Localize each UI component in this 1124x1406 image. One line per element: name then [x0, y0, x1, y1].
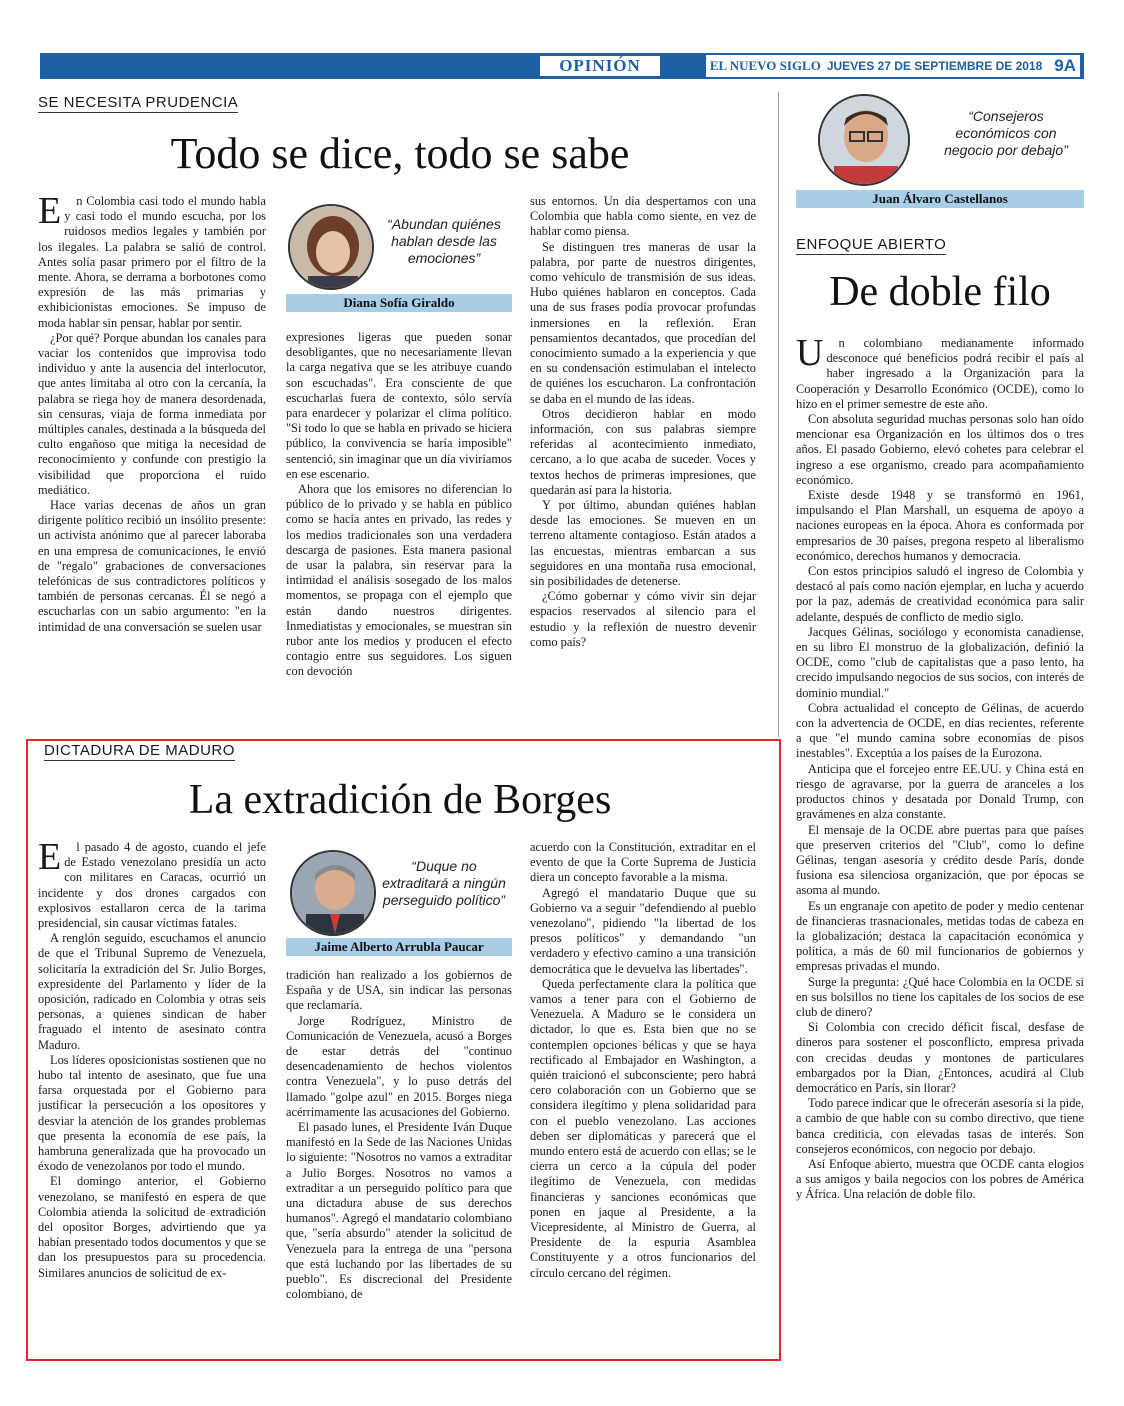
- paragraph: El domingo anterior, el Gobierno venezolano, se manifestó en espera de que Colombia atienda la solicitud de extradición del opositor Borges, advirtiendo que ya habían presentado todos documentos y que se dan los presupuestos para su procedencia. Similares anuncios de solicitud de ex-: [38, 1174, 266, 1280]
- article3-quote-box: [796, 94, 1084, 214]
- article2-column-1: [38, 840, 266, 1348]
- author-name: Juan Álvaro Castellanos: [796, 190, 1084, 208]
- paragraph: Con absoluta seguridad muchas personas solo han oído mencionar esa Organización en los últimos dos o tres años. El pasado Gobierno, elevó cohetes para celebrar el ingreso a ese organismo, creado para acompañamiento económico.: [796, 412, 1084, 487]
- paragraph: Los líderes oposicionistas sostienen que no hubo tal intento de asesinato, que fue una farsa orquestada por el Gobierno para justificar la persecución a los opositores y desviar la atención de los grandes problemas que presenta la economía de ese país, la hambruna generalizada que ha provocado un éxodo de venezolanos por todo el mundo.: [38, 1052, 266, 1174]
- article2-column-2: [286, 968, 512, 1348]
- author-photo: [818, 94, 910, 186]
- article1-kicker: SE NECESITA PRUDENCIA: [38, 94, 239, 111]
- paragraph: Un colombiano medianamente informado desconoce qué beneficios podrá recibir el país al haber ingresado a la Organización para la Cooperación y Desarrollo Económico (OCDE), como lo hizo en el primer semestre de este año.: [796, 336, 1084, 411]
- article1-column-2: [286, 330, 512, 722]
- pull-quote: “Consejeros económicos con negocio por debajo”: [944, 108, 1068, 158]
- paragraph: expresiones ligeras que pueden sonar desobligantes, que no necesariamente llevan la carga negativa que se les atribuye cuando son escuchadas". Era consciente de que escucharlas fuera de contexto, sólo servía para enardecer y polarizar el clima político. "Si todo lo que se habla en privado se hiciera público, la convivencia se haría imposible" sentenció, sin imaginar que un día viviríamos en ese escenario.: [286, 330, 512, 481]
- column-divider: [778, 92, 779, 737]
- paragraph: sus entornos. Un día despertamos con una Colombia que habla como siente, en vez de hablar como piensa.: [530, 194, 756, 239]
- article2-kicker: DICTADURA DE MADURO: [44, 742, 235, 759]
- paragraph: ¿Por qué? Porque abundan los canales para vaciar los contenidos que improvisa todo individuo y ante la ausencia del interlocutor, que antes limitaba al otro con la cercanía, la palabra se riega hoy de manera desordenada, sin censuras, viaja de forma inmediata por múltiples canales, destinada a la búsqueda del culto engañoso que mitiga la necesidad de reconocimiento y confunde con prestigio la visibilidad que proporciona el ruido mediático.: [38, 330, 266, 497]
- paragraph: Es un engranaje con apetito de poder y medio centenar de financieras trasnacionales, metidas todas de cabeza en la globalización; destaca la capacitación económica y política, a más de 60 mil funcionarios de gobiernos y empresas privadas el mundo.: [796, 898, 1084, 974]
- paragraph: Hace varias decenas de años un gran dirigente político recibió un insólito presente: un activista anónimo que al parecer laboraba en una empresa de comunicaciones, le envió de "regalo" grabaciones de conversaciones telefónicas de sus contradictores políticos y también de personas cercanas. Él se negó a escucharlas con un sabio argumento: "en la intimidad de una conversación se suelen usar: [38, 498, 266, 634]
- paragraph: Todo parece indicar que le ofrecerán asesoría si la pide, a cambio de que hable con su combo directivo, que tiene banca crediticia, con elevadas tasas de interés. Son consejeros económicos, con negocio por debajo.: [796, 1096, 1084, 1156]
- paragraph: acuerdo con la Constitución, extraditar en el evento de que la Corte Suprema de Justicia diera un concepto favorable a la misma.: [530, 840, 756, 885]
- paragraph: Agregó el mandatario Duque que su Gobierno va a seguir "defendiendo al pueblo venezolano", pidiendo "la libertad de los presos políticos" y demandando "un verdadero y efectivo camino a una transición democrática que le devuelva las libertades".: [530, 885, 756, 976]
- pull-quote: “Abundan quiénes hablan desde las emociones”: [387, 216, 501, 266]
- author-photo: [288, 204, 374, 290]
- newspaper-name: EL NUEVO SIGLO: [709, 58, 821, 73]
- issue-date: JUEVES 27 DE SEPTIEMBRE DE 2018: [826, 59, 1043, 73]
- paragraph: Ahora que los emisores no diferencian lo público de lo privado y se habla en público como se hacía antes en privado, las redes y los medios tradicionales son una verdadera descarga de pasiones. Esta manera pasional de usar la palabra, sin reservar para la intimidad el análisis sosegado de los malos momentos, se propaga con el ejemplo que están dando nuestros dirigentes. Inmediatistas y emocionales, se muestran sin rubor ante los medios y producen el efecto contagio entre sus seguidores. Los siguen con devoción: [286, 482, 512, 679]
- paragraph: El mensaje de la OCDE abre puertas para que países que preserven criterios del "Club", como lo define Gélinas, tengan asesoría y crédito desde París, donde fusiona esa silenciosa organización, que por épocas se asoma al mundo.: [796, 822, 1084, 898]
- paragraph: tradición han realizado a los gobiernos de España y de USA, sin indicar las personas que reclamaría.: [286, 968, 512, 1013]
- author-photo: [290, 850, 376, 936]
- paragraph: Queda perfectamente clara la política que vamos a tener para con el Gobierno de Venezuela. A Maduro se le considera un dictador, lo que es. Esta bien que no se contemplen opciones bélicas y que se haya rectificado al Embajador en Washington, a quién traicionó el subconsciente; pero habrá cero colaboración con un Gobierno que se considera ilegítimo y plena solidaridad para con el pueblo venezolano. Las acciones deben ser diplomáticas y parecerá que el mundo entero está de acuerdo con ellas; se le cierra un cerco a la cúpula del poder ilegítimo de Venezuela, con medidas financieras y sanciones económicas que ponen en jaque al Presidente, a la Vicepresidente, al Ministro de Guerra, al Presidente de la espuria Asamblea Constituyente y a otros funcionarios del círculo cercano del régimen.: [530, 976, 756, 1280]
- author-name: Diana Sofía Giraldo: [286, 294, 512, 312]
- paragraph: Así Enfoque abierto, muestra que OCDE canta elogios a sus amigos y baila negocios con los pobres de América y África. Una relación de doble filo.: [796, 1156, 1084, 1202]
- article3-headline: De doble filo: [829, 269, 1051, 315]
- paragraph: Se distinguen tres maneras de usar la palabra, por parte de nuestros dirigentes, como vehículo de transmisión de sus ideas. Hubo quiénes hablaron en conceptos. Cada una de sus frases podía provocar profundas inmersiones en la reflexión. Eran pensamientos decantados, que procedían del conocimiento sumado a la experiencia y que en su condensación estimulaban el intelecto de quiénes los escucharon. La confrontación se daba en el mundo de las ideas.: [530, 239, 756, 406]
- article1-column-1: [38, 194, 266, 722]
- article2-column-3: [530, 840, 756, 1348]
- pull-quote: “Duque no extraditará a ningún perseguido político”: [382, 858, 506, 908]
- paragraph: Y por último, abundan quiénes hablan desde las emociones. Se mueven en un terreno altamente contagioso. Están atados a las encuestas, mientras embarcan a sus seguidores en una montaña rusa emocional, sin posibilidades de detenerse.: [530, 498, 756, 589]
- page-number: 9A: [1054, 56, 1076, 75]
- paragraph: Cobra actualidad el concepto de Gélinas, de acuerdo con la advertencia de OCDE, en días recientes, referente a que "el mundo camina sobre economías de pisos inestables". Exceptúa a los países de la Eurozona.: [796, 700, 1084, 761]
- masthead-bar: [40, 53, 1084, 79]
- paragraph: Con estos principios saludó el ingreso de Colombia y destacó al país como nación ejemplar, en lucha y acuerdo por la paz, además de creatividad económica para salir adelante, después de conflicto de medio siglo.: [796, 564, 1084, 624]
- paragraph: Existe desde 1948 y se transformó en 1961, impulsando el Plan Marshall, un esquema de apoyo a naciones europeas en la época. Ahora es conformada por empresarios de 30 países, pregona respeto al liberalismo económico, derechos humanos y democracia.: [796, 488, 1084, 563]
- article2-quote-box: [286, 848, 512, 960]
- paragraph: El pasado lunes, el Presidente Iván Duque manifestó en la Sede de las Naciones Unidas lo siguiente: "Nosotros no vamos a extraditar a Julio Borges. Nosotros no vamos a extraditar a un perseguido político para que una dictadura abuse de sus derechos humanos". Agregó el mandatario colombiano que, "sería absurdo" atender la solicitud de Venezuela para la entrega de una "persona que está luchando por las libertades de su pueblo". Es discrecional del Presidente colombiano, de: [286, 1120, 512, 1302]
- paragraph: Jacques Gélinas, sociólogo y economista canadiense, en su libro El monstruo de la globalización, definió la OCDE, como "club de capitalistas que a paso lento, ha crecido impulsando negocios de sus socios, con interés de dominio mundial.": [796, 624, 1084, 700]
- paragraph: Surge la pregunta: ¿Qué hace Colombia en la OCDE si en sus bolsillos no tiene los capitales de los socios de ese club de dinero?: [796, 974, 1084, 1019]
- article1-quote-box: [286, 200, 512, 318]
- paragraph: Jorge Rodríguez, Ministro de Comunicación de Venezuela, acusó a Borges de estar detrás del "continuo desencadenamiento de hechos violentos contra Venezuela", y lo puso detrás del llamado "golpe azul" en 2015. Borges niega acérrimamente las acusaciones del Gobierno.: [286, 1013, 512, 1119]
- author-name: Jaime Alberto Arrubla Paucar: [286, 938, 512, 956]
- article2-headline: La extradición de Borges: [188, 777, 612, 823]
- paragraph: Anticipa que el forcejeo entre EE.UU. y China está en riesgo de agravarse, por la guerra de aranceles a los productos chinos y desatada por Donald Trump, con gravámenes en alza constante.: [796, 761, 1084, 822]
- paragraph: El pasado 4 de agosto, cuando el jefe de Estado venezolano presidía un acto con militares en Caracas, ocurrió un incidente y dos drones cargados con explosivos estallaron cerca de la tarima presidencial, sin causar víctimas fatales.: [38, 840, 266, 931]
- article1-headline: Todo se dice, todo se sabe: [170, 129, 630, 178]
- section-title: OPINIÓN: [540, 56, 660, 76]
- paragraph: En Colombia casi todo el mundo habla y casi todo el mundo escucha, por los ruidosos medios legales y también por los ilegales. La palabra se salió de control. Antes solía pasar primero por el filtro de la mente. Ahora, se derrama a borbotones como expresión de las más primarias y exhibicionistas emociones. Se impuso de moda hablar sin pensar, hablar por sentir.: [38, 194, 266, 330]
- paragraph: ¿Cómo gobernar y cómo vivir sin dejar espacios reservados al silencio para el estudio y la reflexión de nuestro devenir como país?: [530, 589, 756, 649]
- paragraph: A renglón seguido, escuchamos el anuncio de que el Tribunal Supremo de Venezuela, solicitaría la extradición del Sr. Julio Borges, expresidente del Parlamento y líder de la oposición, radicado en Colombia y otras seis personas, a quienes sindican de haber fraguado el intento de asesinato contra Maduro.: [38, 931, 266, 1052]
- masthead-info: [706, 55, 1080, 77]
- paragraph: Otros decidieron hablar en modo información, con sus palabras siempre referidas al acontecimiento inmediato, cercano, a lo que acaba de suceder. Voces y textos hechos de primeras impresiones, que quedarán así para la historia.: [530, 406, 756, 497]
- paragraph: Si Colombia con crecido déficit fiscal, desfase de dineros para sostener el posconflicto, empresa privada con crecidas deudas y montones de particulares embargados por la Dian, ¿Entonces, acudirá al Club democrático en París, sin llorar?: [796, 1020, 1084, 1095]
- article3-column: [796, 336, 1084, 1352]
- article1-column-3: [530, 194, 756, 722]
- article3-kicker: ENFOQUE ABIERTO: [796, 236, 947, 253]
